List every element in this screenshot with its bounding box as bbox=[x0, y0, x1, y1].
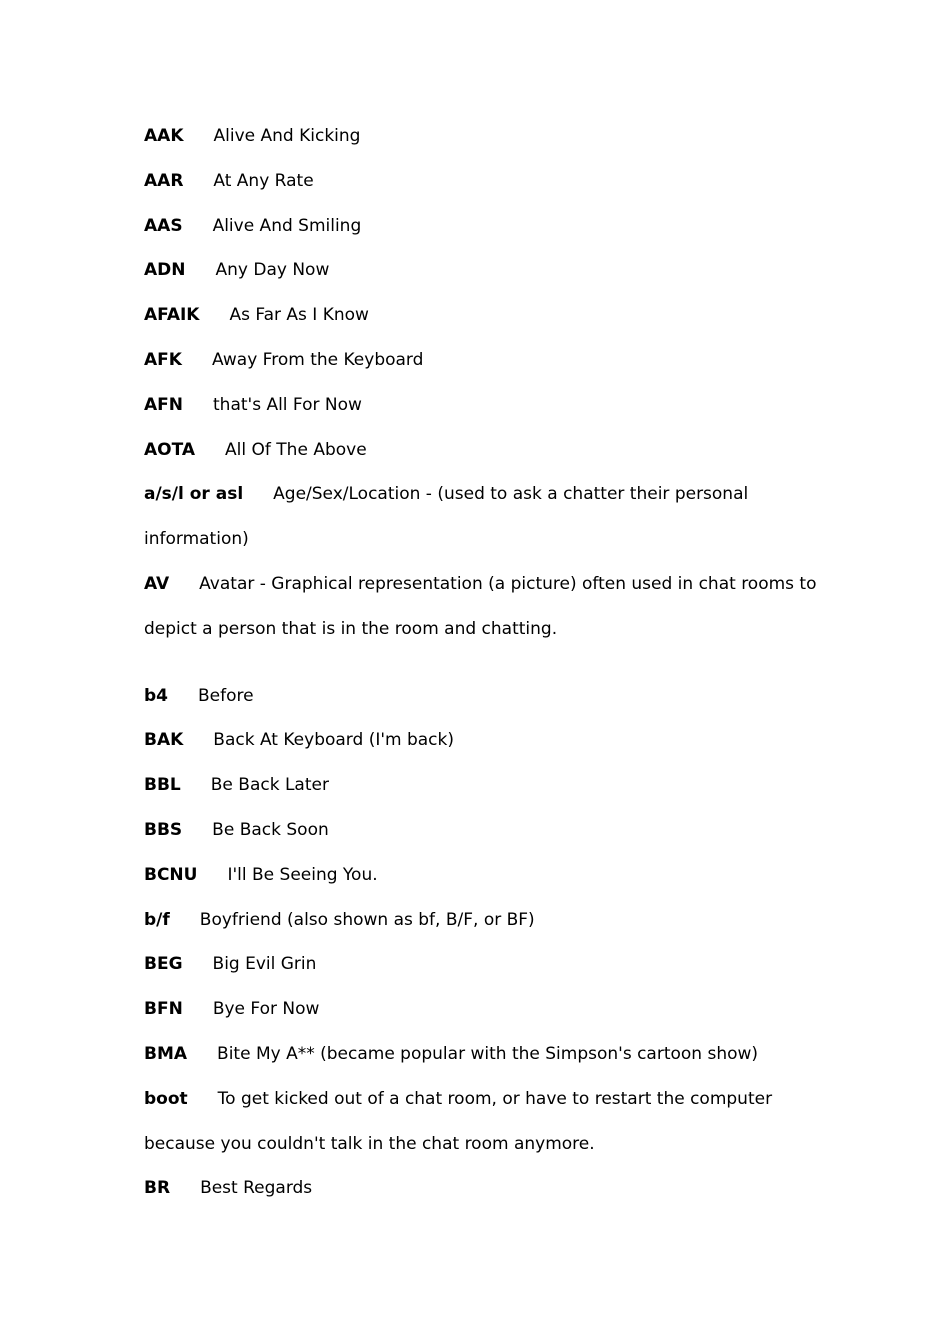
glossary-definition: To get kicked out of a chat room, or have to restart the computer because you couldn't talk in the chat room anymore. bbox=[144, 1088, 773, 1154]
glossary-term: AAK bbox=[144, 126, 184, 146]
glossary-definition: As Far As I Know bbox=[229, 305, 369, 326]
glossary-term: BEG bbox=[144, 954, 183, 975]
glossary-definition: Big Evil Grin bbox=[212, 954, 317, 975]
glossary-entry bbox=[144, 1032, 824, 1077]
glossary-definition: Boyfriend (also shown as bf, B/F, or BF) bbox=[199, 909, 535, 930]
glossary-definition: I'll Be Seeing You. bbox=[227, 864, 378, 885]
glossary-term: ADN bbox=[144, 260, 186, 281]
glossary-definition: Be Back Soon bbox=[212, 819, 329, 840]
glossary-entry bbox=[144, 159, 824, 204]
glossary-entry bbox=[144, 1077, 824, 1167]
glossary-entry bbox=[144, 383, 824, 428]
glossary-term: AFK bbox=[144, 349, 182, 370]
glossary-entry bbox=[144, 898, 824, 943]
glossary-definition: Back At Keyboard (I'm back) bbox=[213, 730, 455, 751]
glossary-term: AOTA bbox=[144, 439, 196, 460]
glossary-definition: Alive And Kicking bbox=[213, 126, 361, 146]
glossary-term: a/s/l or asl bbox=[144, 484, 244, 505]
glossary-entry bbox=[144, 942, 824, 987]
glossary-entry bbox=[144, 248, 824, 293]
glossary-entry bbox=[144, 428, 824, 473]
glossary-definition: Best Regards bbox=[200, 1178, 313, 1199]
glossary-entry bbox=[144, 853, 824, 898]
glossary-definition: Away From the Keyboard bbox=[211, 349, 424, 370]
glossary-entry bbox=[144, 1166, 824, 1211]
glossary-definition: Avatar - Graphical representation (a picture) often used in chat rooms to depict a person that is in the room and chatting. bbox=[144, 573, 817, 639]
glossary-term: AFAIK bbox=[144, 305, 200, 326]
glossary-definition: that's All For Now bbox=[213, 394, 362, 415]
glossary-entry bbox=[144, 204, 824, 249]
glossary-entry bbox=[144, 718, 824, 763]
glossary-definition: Bye For Now bbox=[212, 999, 320, 1020]
glossary-entry bbox=[144, 293, 824, 338]
glossary-entry bbox=[144, 987, 824, 1032]
glossary-term: BBL bbox=[144, 775, 181, 796]
glossary-definition: Be Back Later bbox=[210, 775, 329, 796]
glossary-term: boot bbox=[144, 1088, 188, 1109]
glossary-definition: Age/Sex/Location - (used to ask a chatter their personal information) bbox=[144, 484, 749, 550]
glossary-term: BFN bbox=[144, 999, 183, 1020]
glossary-entry bbox=[144, 763, 824, 808]
glossary-entry bbox=[144, 472, 824, 562]
glossary-entry bbox=[144, 114, 824, 159]
glossary-term: BMA bbox=[144, 1043, 188, 1064]
glossary-definition: All Of The Above bbox=[225, 439, 367, 460]
glossary-term: BAK bbox=[144, 730, 184, 751]
glossary-term: AAS bbox=[144, 215, 183, 236]
glossary-definition: Before bbox=[198, 685, 254, 706]
glossary-term: BR bbox=[144, 1178, 171, 1199]
glossary-definition: At Any Rate bbox=[213, 170, 314, 191]
glossary-definition: Bite My A** (became popular with the Simpson's cartoon show) bbox=[217, 1043, 759, 1064]
glossary-entry bbox=[144, 674, 824, 719]
glossary-term: AV bbox=[144, 573, 170, 594]
glossary-term: BCNU bbox=[144, 864, 198, 885]
glossary-entry bbox=[144, 562, 824, 652]
glossary-definition: Any Day Now bbox=[215, 260, 330, 281]
glossary-term: AFN bbox=[144, 394, 183, 415]
glossary-term: b4 bbox=[144, 685, 168, 706]
glossary-entry bbox=[144, 338, 824, 383]
glossary-term: AAR bbox=[144, 170, 184, 191]
glossary-definition: Alive And Smiling bbox=[212, 215, 362, 236]
glossary-term: BBS bbox=[144, 819, 183, 840]
glossary-list bbox=[144, 114, 824, 1211]
glossary-term: b/f bbox=[144, 909, 170, 930]
glossary-entry bbox=[144, 808, 824, 853]
